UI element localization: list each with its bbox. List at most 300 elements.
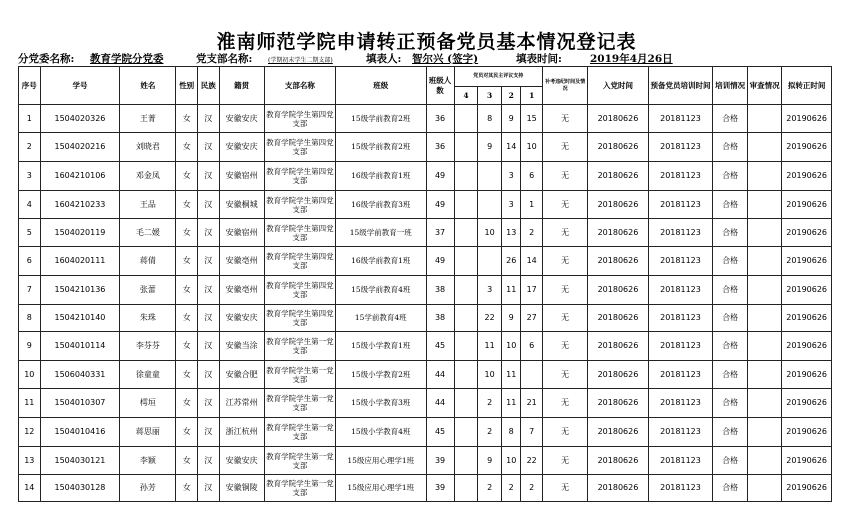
table-row [19, 418, 832, 447]
cell-score-4 [454, 276, 478, 305]
cell-score-4 [454, 332, 478, 361]
cell-score-3: 2 [478, 389, 502, 418]
filler-label: 填表人: [366, 53, 402, 65]
cell-training-result: 合格 [713, 276, 748, 305]
cell-ethnicity: 汉 [197, 361, 219, 389]
cell-review [747, 247, 782, 276]
cell-join-date: 20180626 [588, 162, 648, 191]
cell-origin: 安徽桐城 [219, 191, 264, 219]
cell-training-result: 合格 [713, 389, 748, 418]
table-row [19, 447, 832, 475]
form-title: 淮南师范学院申请转正预备党员基本情况登记表 [216, 31, 637, 53]
cell-score-1: 6 [521, 162, 543, 191]
cell-training-date: 20181123 [648, 475, 713, 502]
cell-class: 15级学前教育4班 [335, 276, 426, 305]
cell-score-4 [454, 219, 478, 247]
cell-origin: 安徽安庆 [219, 133, 264, 162]
cell-score-1: 14 [521, 247, 543, 276]
cell-review [747, 447, 782, 475]
cell-ethnicity: 汉 [197, 105, 219, 133]
cell-name: 蒋思丽 [120, 418, 176, 447]
cell-review [747, 418, 782, 447]
cell-class-size: 37 [426, 219, 454, 247]
committee-value: 教育学院分党委 [90, 53, 164, 65]
cell-class: 15级学前教育2班 [335, 133, 426, 162]
cell-training-result: 合格 [713, 247, 748, 276]
cell-formal-date: 20190626 [782, 332, 832, 361]
cell-notice: 无 [542, 105, 587, 133]
header-class: 班级 [335, 67, 426, 105]
cell-class: 15级学前教育一班 [335, 219, 426, 247]
cell-score-3: 22 [478, 305, 502, 332]
cell-score-3: 3 [478, 276, 502, 305]
header-score-2: 2 [502, 87, 521, 105]
cell-formal-date: 20190626 [782, 247, 832, 276]
table-row [19, 219, 832, 247]
cell-review [747, 133, 782, 162]
cell-training-date: 20181123 [648, 447, 713, 475]
table-row [19, 133, 832, 162]
cell-class-size: 39 [426, 447, 454, 475]
table-row [19, 105, 832, 133]
cell-class-size: 49 [426, 191, 454, 219]
cell-branch: 教育学院学生第四党支部 [264, 305, 335, 332]
cell-class: 15级小学教育4班 [335, 418, 426, 447]
cell-ethnicity: 汉 [197, 191, 219, 219]
cell-training-result: 合格 [713, 219, 748, 247]
cell-notice: 无 [542, 276, 587, 305]
table-row [19, 305, 832, 332]
cell-class: 15级学前教育2班 [335, 105, 426, 133]
cell-student-id: 1504020326 [40, 105, 120, 133]
cell-score-1: 27 [521, 305, 543, 332]
cell-seq: 14 [19, 475, 41, 502]
cell-seq: 5 [19, 219, 41, 247]
cell-branch: 教育学院学生第一党支部 [264, 475, 335, 502]
cell-review [747, 361, 782, 389]
cell-join-date: 20180626 [588, 361, 648, 389]
cell-score-2: 3 [502, 191, 521, 219]
cell-score-1: 15 [521, 105, 543, 133]
cell-notice: 无 [542, 305, 587, 332]
cell-score-1: 22 [521, 447, 543, 475]
cell-notice: 无 [542, 418, 587, 447]
table-row [19, 191, 832, 219]
cell-training-result: 合格 [713, 332, 748, 361]
cell-gender: 女 [176, 361, 198, 389]
cell-notice: 无 [542, 219, 587, 247]
cell-seq: 9 [19, 332, 41, 361]
cell-score-1: 2 [521, 475, 543, 502]
cell-score-2: 11 [502, 361, 521, 389]
cell-score-4 [454, 361, 478, 389]
cell-formal-date: 20190626 [782, 105, 832, 133]
cell-formal-date: 20190626 [782, 162, 832, 191]
cell-review [747, 305, 782, 332]
cell-formal-date: 20190626 [782, 447, 832, 475]
cell-branch: 教育学院学生第四党支部 [264, 219, 335, 247]
cell-origin: 安徽宿州 [219, 162, 264, 191]
cell-ethnicity: 汉 [197, 247, 219, 276]
cell-gender: 女 [176, 447, 198, 475]
cell-training-result: 合格 [713, 418, 748, 447]
cell-origin: 安徽铜陵 [219, 475, 264, 502]
cell-training-date: 20181123 [648, 133, 713, 162]
cell-gender: 女 [176, 219, 198, 247]
cell-score-2: 10 [502, 332, 521, 361]
cell-student-id: 1504010114 [40, 332, 120, 361]
cell-name: 刘晓君 [120, 133, 176, 162]
header-formal-date: 拟转正时间 [782, 67, 832, 105]
cell-join-date: 20180626 [588, 418, 648, 447]
cell-name: 邓金凤 [120, 162, 176, 191]
cell-training-result: 合格 [713, 447, 748, 475]
cell-training-date: 20181123 [648, 332, 713, 361]
cell-class-size: 36 [426, 105, 454, 133]
cell-branch: 教育学院学生第一党支部 [264, 389, 335, 418]
cell-ethnicity: 汉 [197, 389, 219, 418]
cell-class-size: 38 [426, 305, 454, 332]
cell-gender: 女 [176, 475, 198, 502]
cell-formal-date: 20190626 [782, 276, 832, 305]
cell-join-date: 20180626 [588, 305, 648, 332]
cell-origin: 安徽亳州 [219, 247, 264, 276]
cell-join-date: 20180626 [588, 219, 648, 247]
cell-student-id: 1506040331 [40, 361, 120, 389]
cell-class: 16级学前教育3班 [335, 191, 426, 219]
header-ethnicity: 民族 [197, 67, 219, 105]
table-row [19, 276, 832, 305]
cell-name: 王品 [120, 191, 176, 219]
cell-score-4 [454, 133, 478, 162]
cell-branch: 教育学院学生第四党支部 [264, 191, 335, 219]
cell-gender: 女 [176, 191, 198, 219]
committee-label: 分党委名称: [18, 53, 75, 65]
cell-score-3: 11 [478, 332, 502, 361]
cell-training-result: 合格 [713, 105, 748, 133]
cell-formal-date: 20190626 [782, 305, 832, 332]
cell-class-size: 39 [426, 475, 454, 502]
cell-gender: 女 [176, 389, 198, 418]
cell-gender: 女 [176, 332, 198, 361]
cell-score-3 [478, 247, 502, 276]
cell-score-4 [454, 191, 478, 219]
cell-gender: 女 [176, 133, 198, 162]
cell-formal-date: 20190626 [782, 133, 832, 162]
cell-class-size: 38 [426, 276, 454, 305]
cell-seq: 6 [19, 247, 41, 276]
cell-student-id: 1504030121 [40, 447, 120, 475]
cell-review [747, 219, 782, 247]
cell-formal-date: 20190626 [782, 389, 832, 418]
cell-name: 张蕾 [120, 276, 176, 305]
cell-score-2: 3 [502, 162, 521, 191]
cell-score-2: 9 [502, 305, 521, 332]
cell-ethnicity: 汉 [197, 162, 219, 191]
table-row [19, 361, 832, 389]
cell-seq: 1 [19, 105, 41, 133]
cell-training-result: 合格 [713, 475, 748, 502]
cell-score-2: 26 [502, 247, 521, 276]
cell-score-3: 10 [478, 219, 502, 247]
cell-seq: 3 [19, 162, 41, 191]
cell-score-1: 21 [521, 389, 543, 418]
cell-score-3: 9 [478, 133, 502, 162]
header-join-date: 入党时间 [588, 67, 648, 105]
cell-join-date: 20180626 [588, 475, 648, 502]
cell-branch: 教育学院学生第一党支部 [264, 418, 335, 447]
cell-score-3: 8 [478, 105, 502, 133]
cell-student-id: 1504210140 [40, 305, 120, 332]
cell-origin: 江苏常州 [219, 389, 264, 418]
cell-score-3: 2 [478, 475, 502, 502]
cell-branch: 教育学院学生第四党支部 [264, 276, 335, 305]
cell-score-2: 9 [502, 105, 521, 133]
cell-origin: 安徽安庆 [219, 105, 264, 133]
cell-join-date: 20180626 [588, 133, 648, 162]
cell-origin: 浙江杭州 [219, 418, 264, 447]
cell-class-size: 49 [426, 247, 454, 276]
header-name: 姓名 [120, 67, 176, 105]
cell-review [747, 475, 782, 502]
cell-notice: 无 [542, 361, 587, 389]
cell-training-result: 合格 [713, 133, 748, 162]
cell-origin: 安徽宿州 [219, 219, 264, 247]
cell-join-date: 20180626 [588, 447, 648, 475]
cell-name: 王菁 [120, 105, 176, 133]
cell-training-date: 20181123 [648, 162, 713, 191]
cell-score-1: 2 [521, 219, 543, 247]
filler-value: 智尔兴 (签字) [412, 53, 479, 65]
cell-gender: 女 [176, 418, 198, 447]
cell-score-2: 14 [502, 133, 521, 162]
cell-training-result: 合格 [713, 162, 748, 191]
header-notice: 补考违纪时间及情况 [542, 67, 587, 105]
cell-notice: 无 [542, 133, 587, 162]
cell-notice: 无 [542, 475, 587, 502]
cell-training-date: 20181123 [648, 418, 713, 447]
header-score-1: 1 [521, 87, 543, 105]
cell-formal-date: 20190626 [782, 219, 832, 247]
cell-score-2: 10 [502, 447, 521, 475]
cell-name: 李芬芬 [120, 332, 176, 361]
cell-student-id: 1504010307 [40, 389, 120, 418]
cell-ethnicity: 汉 [197, 276, 219, 305]
cell-training-date: 20181123 [648, 305, 713, 332]
cell-gender: 女 [176, 276, 198, 305]
cell-score-1 [521, 361, 543, 389]
cell-score-4 [454, 447, 478, 475]
cell-seq: 2 [19, 133, 41, 162]
cell-ethnicity: 汉 [197, 219, 219, 247]
table-row [19, 475, 832, 502]
cell-formal-date: 20190626 [782, 418, 832, 447]
cell-ethnicity: 汉 [197, 475, 219, 502]
cell-notice: 无 [542, 447, 587, 475]
cell-training-date: 20181123 [648, 361, 713, 389]
cell-join-date: 20180626 [588, 276, 648, 305]
cell-student-id: 1604020111 [40, 247, 120, 276]
header-score-3: 3 [478, 87, 502, 105]
cell-review [747, 389, 782, 418]
cell-gender: 女 [176, 162, 198, 191]
cell-origin: 安徽亳州 [219, 276, 264, 305]
cell-class: 15级应用心理学1班 [335, 447, 426, 475]
cell-score-4 [454, 162, 478, 191]
cell-score-3: 9 [478, 447, 502, 475]
cell-student-id: 1504210136 [40, 276, 120, 305]
cell-seq: 4 [19, 191, 41, 219]
cell-branch: 教育学院学生第四党支部 [264, 105, 335, 133]
date-label: 填表时间: [516, 53, 562, 65]
cell-formal-date: 20190626 [782, 191, 832, 219]
cell-seq: 10 [19, 361, 41, 389]
cell-branch: 教育学院学生第四党支部 [264, 133, 335, 162]
cell-origin: 安徽合肥 [219, 361, 264, 389]
cell-name: 樗垣 [120, 389, 176, 418]
cell-class-size: 45 [426, 418, 454, 447]
cell-ethnicity: 汉 [197, 305, 219, 332]
cell-score-2: 8 [502, 418, 521, 447]
cell-gender: 女 [176, 247, 198, 276]
cell-review [747, 191, 782, 219]
cell-student-id: 1604210233 [40, 191, 120, 219]
header-eval-group: 党员对其民主评议支持 [454, 67, 542, 87]
cell-score-2: 11 [502, 389, 521, 418]
cell-score-4 [454, 105, 478, 133]
cell-score-2: 13 [502, 219, 521, 247]
cell-class: 15级小学教育1班 [335, 332, 426, 361]
header-seq: 序号 [19, 67, 41, 105]
cell-seq: 8 [19, 305, 41, 332]
cell-branch: 教育学院学生第四党支部 [264, 247, 335, 276]
cell-seq: 7 [19, 276, 41, 305]
cell-notice: 无 [542, 247, 587, 276]
header-branch: 支部名称 [264, 67, 335, 105]
cell-class-size: 49 [426, 162, 454, 191]
cell-score-4 [454, 389, 478, 418]
cell-formal-date: 20190626 [782, 475, 832, 502]
table-row [19, 162, 832, 191]
cell-student-id: 1604210106 [40, 162, 120, 191]
cell-gender: 女 [176, 305, 198, 332]
cell-score-3: 2 [478, 418, 502, 447]
cell-review [747, 105, 782, 133]
table-row [19, 332, 832, 361]
header-gender: 性别 [176, 67, 198, 105]
table-body [19, 105, 832, 502]
cell-score-4 [454, 418, 478, 447]
cell-notice: 无 [542, 191, 587, 219]
cell-class-size: 36 [426, 133, 454, 162]
cell-training-date: 20181123 [648, 247, 713, 276]
cell-student-id: 1504020119 [40, 219, 120, 247]
cell-review [747, 276, 782, 305]
cell-class-size: 44 [426, 389, 454, 418]
cell-ethnicity: 汉 [197, 133, 219, 162]
cell-training-result: 合格 [713, 361, 748, 389]
cell-student-id: 1504030128 [40, 475, 120, 502]
cell-score-4 [454, 247, 478, 276]
cell-seq: 11 [19, 389, 41, 418]
cell-student-id: 1504020216 [40, 133, 120, 162]
cell-branch: 教育学院学生第一党支部 [264, 447, 335, 475]
cell-name: 朱珠 [120, 305, 176, 332]
cell-score-1: 1 [521, 191, 543, 219]
cell-student-id: 1504010416 [40, 418, 120, 447]
cell-score-4 [454, 305, 478, 332]
cell-score-2: 11 [502, 276, 521, 305]
cell-branch: 教育学院学生第一党支部 [264, 332, 335, 361]
cell-class: 15级小学教育2班 [335, 361, 426, 389]
cell-class-size: 45 [426, 332, 454, 361]
cell-notice: 无 [542, 162, 587, 191]
cell-name: 李颖 [120, 447, 176, 475]
cell-review [747, 162, 782, 191]
cell-notice: 无 [542, 332, 587, 361]
registration-table [18, 66, 832, 502]
header-review: 审查情况 [747, 67, 782, 105]
cell-training-result: 合格 [713, 191, 748, 219]
cell-training-date: 20181123 [648, 276, 713, 305]
cell-join-date: 20180626 [588, 191, 648, 219]
cell-score-4 [454, 475, 478, 502]
cell-ethnicity: 汉 [197, 418, 219, 447]
cell-name: 孙芳 [120, 475, 176, 502]
cell-class: 16级学前教育1班 [335, 247, 426, 276]
cell-review [747, 332, 782, 361]
cell-origin: 安徽安庆 [219, 447, 264, 475]
header-training-result: 培训情况 [713, 67, 748, 105]
date-value: 2019年4月26日 [590, 53, 673, 65]
cell-seq: 12 [19, 418, 41, 447]
cell-origin: 安徽安庆 [219, 305, 264, 332]
cell-gender: 女 [176, 105, 198, 133]
cell-class-size: 44 [426, 361, 454, 389]
cell-score-1: 10 [521, 133, 543, 162]
cell-name: 徐童童 [120, 361, 176, 389]
cell-join-date: 20180626 [588, 389, 648, 418]
cell-join-date: 20180626 [588, 105, 648, 133]
cell-class: 15学前教育4班 [335, 305, 426, 332]
cell-join-date: 20180626 [588, 247, 648, 276]
cell-ethnicity: 汉 [197, 447, 219, 475]
header-class-size: 班级人数 [426, 67, 454, 105]
header-score-4: 4 [454, 87, 478, 105]
cell-score-3: 10 [478, 361, 502, 389]
cell-name: 蒋倩 [120, 247, 176, 276]
header-student-id: 学号 [40, 67, 120, 105]
cell-class: 16级学前教育1班 [335, 162, 426, 191]
cell-seq: 13 [19, 447, 41, 475]
cell-score-3 [478, 162, 502, 191]
cell-class: 15级应用心理学1班 [335, 475, 426, 502]
cell-branch: 教育学院学生第一党支部 [264, 361, 335, 389]
cell-training-date: 20181123 [648, 105, 713, 133]
branch-value: (学期初末学生二期支部) [268, 57, 333, 64]
cell-score-1: 6 [521, 332, 543, 361]
table-row [19, 247, 832, 276]
cell-notice: 无 [542, 389, 587, 418]
cell-training-date: 20181123 [648, 219, 713, 247]
cell-score-1: 17 [521, 276, 543, 305]
header-origin: 籍贯 [219, 67, 264, 105]
cell-formal-date: 20190626 [782, 361, 832, 389]
cell-origin: 安徽当涂 [219, 332, 264, 361]
branch-label: 党支部名称: [196, 53, 253, 65]
cell-name: 毛二媛 [120, 219, 176, 247]
cell-score-2: 2 [502, 475, 521, 502]
